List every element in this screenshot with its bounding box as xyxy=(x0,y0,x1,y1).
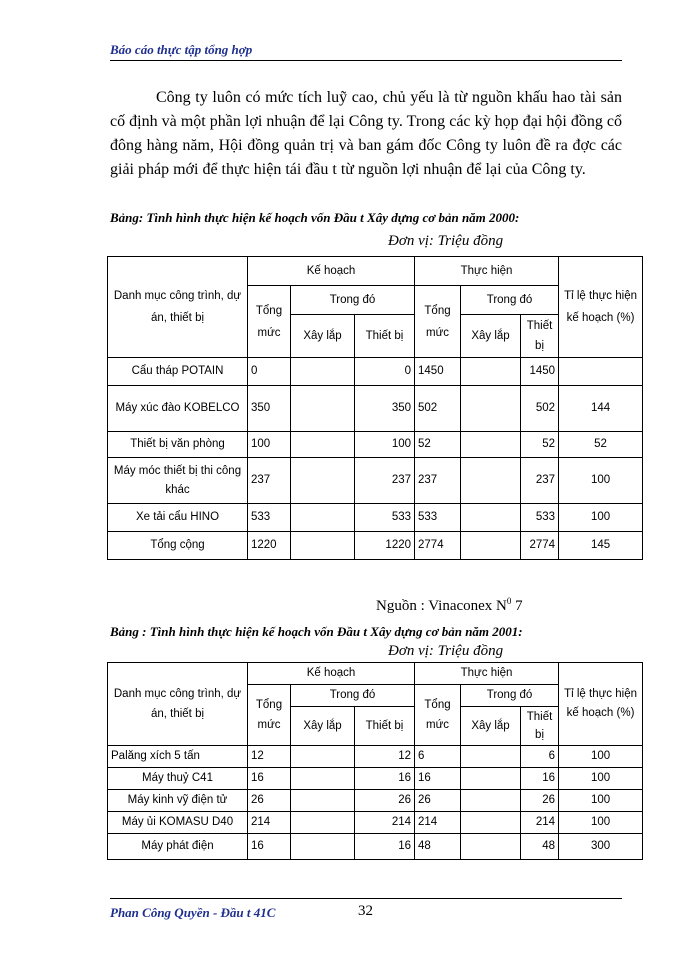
row-name: Máy kinh vỹ điện tử xyxy=(108,790,248,812)
ratio: 100 xyxy=(559,504,643,532)
table-row xyxy=(108,790,643,812)
actual-equipment: 533 xyxy=(521,504,559,532)
plan-equipment: 350 xyxy=(355,386,415,432)
table-row xyxy=(108,746,643,768)
table1-caption: Bảng: Tình hình thực hiện kế hoạch vốn Đầu t Xây dựng cơ bản năm 2000: xyxy=(110,210,520,225)
plan-total: 214 xyxy=(248,812,291,834)
table1-header-plan-equipment: Thiết bị xyxy=(355,315,415,358)
source-text: Nguồn : Vinaconex N xyxy=(376,598,507,614)
table1-header-act-construction: Xây lắp xyxy=(461,315,521,358)
table-row-total xyxy=(108,532,643,560)
actual-construction xyxy=(461,358,521,386)
paragraph-text: Công ty luôn có mức tích luỹ cao, chủ yếu là từ nguồn khấu hao tài sản cố định và một phần lợi nhuận để lại Công ty. Trong các kỳ họp đại hội đồng cổ đông hàng năm, Hội đồng quản trị và ban gám đốc Công ty luôn đề ra đợc các giải pháp mới để thực hiện tái đầu t từ nguồn lợi nhuận để lại của Công ty. xyxy=(110,89,622,178)
actual-construction xyxy=(461,746,521,768)
actual-total: 1450 xyxy=(415,358,461,386)
table2-header-ratio: Tỉ lệ thực hiện kế hoạch (%) xyxy=(559,663,643,746)
actual-construction xyxy=(461,504,521,532)
table2-header-plan-equipment: Thiết bị xyxy=(355,707,415,746)
plan-total: 26 xyxy=(248,790,291,812)
plan-total: 12 xyxy=(248,746,291,768)
actual-total: 26 xyxy=(415,790,461,812)
table1-header-plan-total: Tổng mức xyxy=(248,286,291,358)
footer-author: Phan Công Quyền - Đầu t 41C xyxy=(110,905,276,920)
table2-caption: Bảng : Tình hình thực hiện kế hoạch vốn Đầu t Xây dựng cơ bản năm 2001: xyxy=(110,624,523,639)
table1-header-item: Danh mục công trình, dự án, thiết bị xyxy=(108,257,248,358)
actual-construction xyxy=(461,386,521,432)
table1-header-actual: Thực hiện xyxy=(415,257,559,286)
plan-equipment: 12 xyxy=(355,746,415,768)
page-footer xyxy=(110,898,622,929)
plan-construction xyxy=(291,768,355,790)
table2-header-act-total: Tổng mức xyxy=(415,685,461,746)
plan-equipment: 0 xyxy=(355,358,415,386)
page-number: 32 xyxy=(358,903,373,919)
row-name: Xe tải cẩu HINO xyxy=(108,504,248,532)
table2 xyxy=(107,662,643,860)
row-name: Tổng cộng xyxy=(108,532,248,560)
table1-header-plan-construction: Xây lắp xyxy=(291,315,355,358)
table-row xyxy=(108,812,643,834)
plan-total: 533 xyxy=(248,504,291,532)
plan-construction xyxy=(291,532,355,560)
plan-construction xyxy=(291,504,355,532)
ratio: 144 xyxy=(559,386,643,432)
ratio: 300 xyxy=(559,834,643,860)
ratio: 145 xyxy=(559,532,643,560)
plan-equipment: 100 xyxy=(355,432,415,458)
row-name: Máy thuỷ C41 xyxy=(108,768,248,790)
ratio: 100 xyxy=(559,746,643,768)
source-suffix: 7 xyxy=(511,598,523,614)
table2-header-item: Danh mục công trình, dự án, thiết bị xyxy=(108,663,248,746)
table1-header-ratio: Tỉ lệ thực hiện kế hoạch (%) xyxy=(559,257,643,358)
actual-construction xyxy=(461,768,521,790)
actual-construction xyxy=(461,812,521,834)
row-name: Máy ủi KOMASU D40 xyxy=(108,812,248,834)
page-header xyxy=(110,42,622,61)
row-name: Máy móc thiết bị thi công khác xyxy=(108,458,248,504)
table2-header-plan: Kế hoạch xyxy=(248,663,415,685)
table1 xyxy=(107,256,643,560)
header-title: Báo cáo thực tập tổng hợp xyxy=(110,42,253,57)
table2-header-plan-of-which: Trong đó xyxy=(291,685,415,707)
plan-total: 0 xyxy=(248,358,291,386)
plan-total: 100 xyxy=(248,432,291,458)
table2-header-actual: Thực hiện xyxy=(415,663,559,685)
body-paragraph xyxy=(110,86,622,182)
actual-total: 533 xyxy=(415,504,461,532)
actual-construction xyxy=(461,834,521,860)
table-row xyxy=(108,386,643,432)
table-row xyxy=(108,432,643,458)
table2-unit: Đơn vị: Triệu đồng xyxy=(388,643,504,659)
plan-equipment: 16 xyxy=(355,834,415,860)
table-row xyxy=(108,358,643,386)
table1-header-act-total: Tổng mức xyxy=(415,286,461,358)
source-superscript: 0 xyxy=(506,596,512,606)
plan-construction xyxy=(291,358,355,386)
table-row xyxy=(108,834,643,860)
row-name: Palăng xích 5 tấn xyxy=(108,746,248,768)
plan-construction xyxy=(291,432,355,458)
plan-construction xyxy=(291,458,355,504)
plan-construction xyxy=(291,834,355,860)
table-row xyxy=(108,504,643,532)
ratio: 100 xyxy=(559,768,643,790)
actual-equipment: 214 xyxy=(521,812,559,834)
plan-equipment: 533 xyxy=(355,504,415,532)
actual-total: 2774 xyxy=(415,532,461,560)
table1-header-plan: Kế hoạch xyxy=(248,257,415,286)
row-name: Máy xúc đào KOBELCO xyxy=(108,386,248,432)
actual-total: 48 xyxy=(415,834,461,860)
actual-equipment: 48 xyxy=(521,834,559,860)
plan-total: 16 xyxy=(248,768,291,790)
row-name: Cẩu tháp POTAIN xyxy=(108,358,248,386)
actual-equipment: 16 xyxy=(521,768,559,790)
actual-equipment: 1450 xyxy=(521,358,559,386)
actual-equipment: 2774 xyxy=(521,532,559,560)
actual-equipment: 26 xyxy=(521,790,559,812)
plan-equipment: 214 xyxy=(355,812,415,834)
table1-header-act-of-which: Trong đó xyxy=(461,286,559,315)
actual-equipment: 502 xyxy=(521,386,559,432)
table2-header-plan-total: Tổng mức xyxy=(248,685,291,746)
table1-source xyxy=(376,596,523,615)
plan-equipment: 26 xyxy=(355,790,415,812)
plan-construction xyxy=(291,812,355,834)
actual-construction xyxy=(461,458,521,504)
table1-header-act-equipment: Thiết bị xyxy=(521,315,559,358)
table2-header-act-construction: Xây lắp xyxy=(461,707,521,746)
plan-construction xyxy=(291,386,355,432)
actual-total: 16 xyxy=(415,768,461,790)
plan-total: 16 xyxy=(248,834,291,860)
actual-construction xyxy=(461,432,521,458)
actual-equipment: 237 xyxy=(521,458,559,504)
actual-equipment: 6 xyxy=(521,746,559,768)
ratio xyxy=(559,358,643,386)
actual-total: 6 xyxy=(415,746,461,768)
ratio: 100 xyxy=(559,458,643,504)
plan-construction xyxy=(291,790,355,812)
plan-equipment: 1220 xyxy=(355,532,415,560)
table1-unit: Đơn vị: Triệu đồng xyxy=(388,233,504,249)
ratio: 100 xyxy=(559,812,643,834)
plan-total: 237 xyxy=(248,458,291,504)
actual-construction xyxy=(461,790,521,812)
plan-total: 1220 xyxy=(248,532,291,560)
ratio: 52 xyxy=(559,432,643,458)
table2-header-act-of-which: Trong đó xyxy=(461,685,559,707)
plan-construction xyxy=(291,746,355,768)
actual-total: 502 xyxy=(415,386,461,432)
table2-header-act-equipment: Thiết bị xyxy=(521,707,559,746)
table-row xyxy=(108,458,643,504)
plan-total: 350 xyxy=(248,386,291,432)
table1-header-plan-of-which: Trong đó xyxy=(291,286,415,315)
plan-equipment: 237 xyxy=(355,458,415,504)
actual-total: 52 xyxy=(415,432,461,458)
table2-header-plan-construction: Xây lắp xyxy=(291,707,355,746)
actual-construction xyxy=(461,532,521,560)
plan-equipment: 16 xyxy=(355,768,415,790)
row-name: Thiết bị văn phòng xyxy=(108,432,248,458)
row-name: Máy phát điện xyxy=(108,834,248,860)
actual-total: 214 xyxy=(415,812,461,834)
table-row xyxy=(108,768,643,790)
ratio: 100 xyxy=(559,790,643,812)
actual-equipment: 52 xyxy=(521,432,559,458)
actual-total: 237 xyxy=(415,458,461,504)
